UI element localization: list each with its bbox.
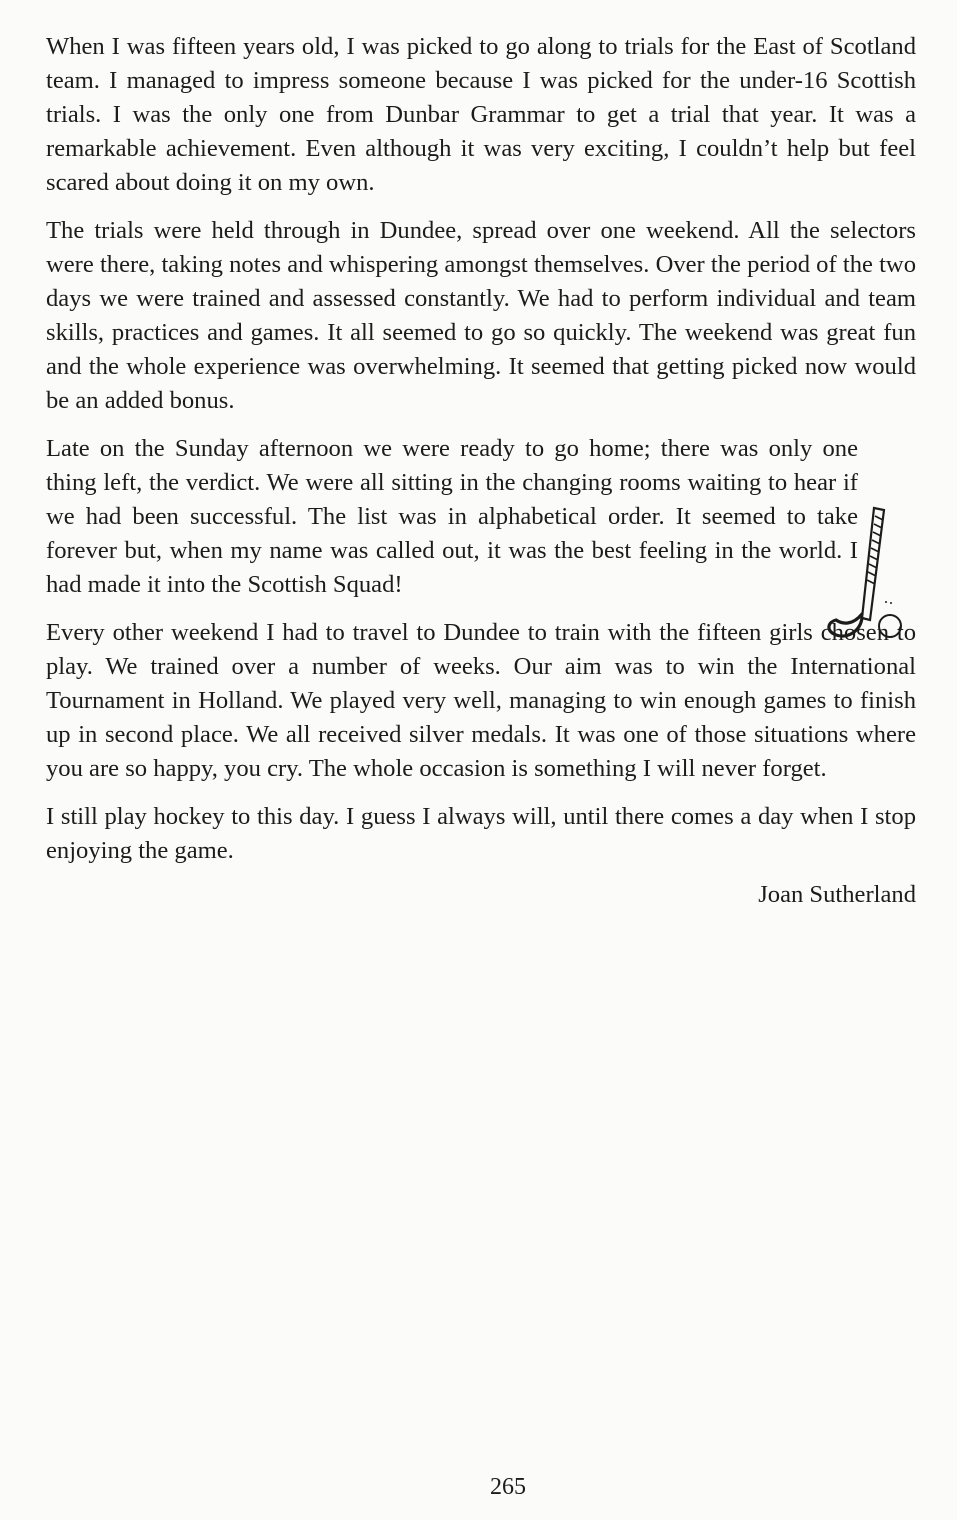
hockey-stick-icon [822,500,912,650]
paragraph-1: When I was fifteen years old, I was picked to go along to trials for the East of Scotland team. I managed to impress someone because I was picked for the under-16 Scottish trials. I was the only one from Dunbar Grammar to get a trial that year. It was a remarkable achievement. Even although it was very exciting, I couldn’t help but feel scared about doing it on my own. [46,33,916,196]
paragraph-4: Every other weekend I had to travel to Dundee to train with the fifteen girls chosen to play. We trained over a number of weeks. Our aim was to win the International Tournament in Holland. We played very well, managing to win enough games to finish up in second place. We all received silver medals. It was one of those situations where you are so happy, you cry. The whole occasion is something I will never forget. [46,619,916,782]
page-number: 265 [490,1474,526,1500]
paragraph-3: Late on the Sunday afternoon we were ready to go home; there was only one thing left, the verdict. We were all sitting in the changing rooms waiting to hear if we had been successful. The list was in alphabetical order. It seemed to take forever but, when my name was called out, it was the best feeling in the world. I had made it into the Scottish Squad! [46,435,858,598]
story-text [46,30,916,912]
paragraph-5: I still play hockey to this day. I guess I always will, until there comes a day when I stop enjoying the game. [46,803,916,864]
paragraph-2: The trials were held through in Dundee, spread over one weekend. All the selectors were there, taking notes and whispering amongst themselves. Over the period of the two days we were trained and assessed constantly. We had to perform individual and team skills, practices and games. It all seemed to go so quickly. The weekend was great fun and the whole experience was overwhelming. It seemed that getting picked now would be an added bonus. [46,217,916,414]
author-signature: Joan Sutherland [758,881,916,908]
